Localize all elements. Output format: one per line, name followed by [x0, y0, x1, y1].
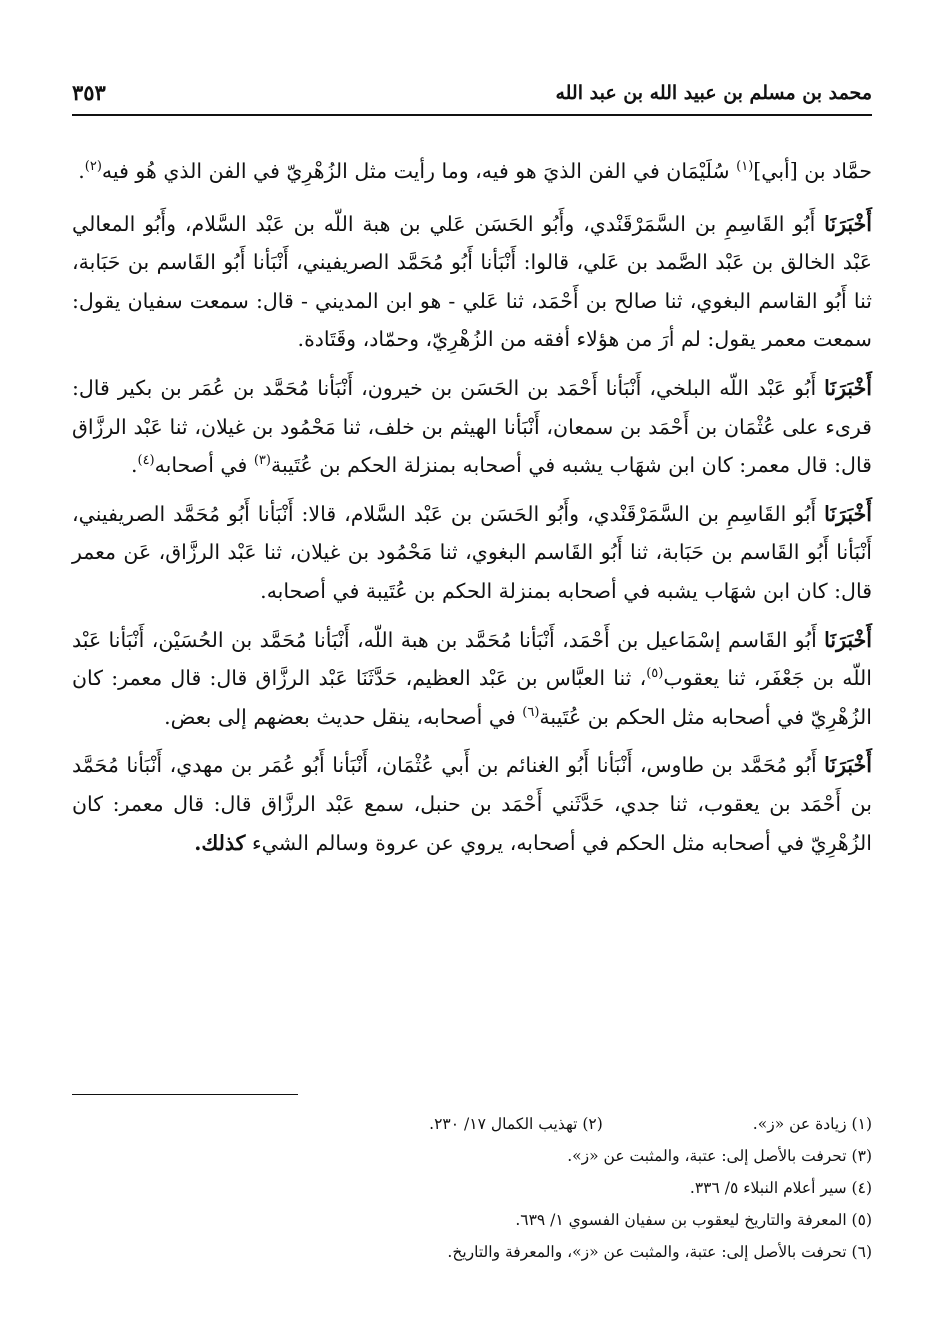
footnote-ref: (٤) — [137, 453, 155, 469]
text: في أصحابه — [154, 453, 254, 478]
paragraph-2 — [72, 205, 872, 359]
text: . — [130, 453, 138, 478]
paragraph-lead: أَخْبَرَنَا — [824, 753, 872, 778]
text-bold: كذلك. — [194, 830, 246, 855]
text: ، ثنا العبَّاس بن عَبْد العظيم، حَدَّثَنَا عَبْد الرزَّاق قال: قال معمر: كان الزُهْرِيّ في أصحابه مثل الحكم بن عُتَيبة — [72, 666, 872, 729]
footnote-6: (٦) تحرفت بالأصل إلى: عتبة، والمثبت عن «ز»، والمعرفة والتاريخ. — [447, 1243, 872, 1261]
paragraph-lead: أَخْبَرَنَا — [824, 211, 872, 236]
footnote-ref: (١) — [736, 159, 754, 175]
paragraph-lead: أَخْبَرَنَا — [824, 375, 872, 400]
footnote-3: (٣) تحرفت بالأصل إلى: عتبة، والمثبت عن «ز». — [567, 1147, 872, 1165]
text: . — [78, 159, 85, 183]
footnote-1: (١) زيادة عن «ز». — [752, 1115, 872, 1133]
running-title: محمد بن مسلم بن عبيد الله بن عبد الله — [555, 82, 872, 104]
footnote-ref: (٢) — [84, 159, 102, 175]
text: أَبُو عَبْد اللّه البلخي، أَنْبَأنا أَحْمَد بن الحَسَن بن خيرون، أَنْبَأنا مُحَمَّد بن عُمَر بن بكير قال: قرىء على عُثْمَان بن أَحْمَد بن سمعان، أَنْبَأنا الهيثم بن خلف، ثنا مَحْمُود بن غيلان، ثنا عَبْد الرزَّاق قال: قال معمر: كان ابن شهَاب يشبه في أصحابه بمنزلة الحكم بن عُتَيبة — [72, 375, 872, 478]
text: أَبُو مُحَمَّد بن طاوس، أَنْبَأنا أَبُو الغنائم بن أَبي عُثْمَان، أَنْبَأنا أَبُو عُمَر بن مهدي، أَنْبَأنا مُحَمَّد بن أَحْمَد بن يعقوب، ثنا جدي، حَدَّثَني أَحْمَد بن حنبل، سمع عَبْد الرزَّاق قال: قال معمر: كان الزُهْرِيّ في أصحابه مثل الحكم في أصحابه، يروي عن عروة وسالم الشيء — [72, 753, 872, 855]
page-number: ٣٥٣ — [72, 80, 106, 105]
book-page — [72, 78, 872, 1278]
footnote-ref: (٦) — [522, 704, 540, 720]
footnotes — [72, 1108, 872, 1268]
footnote-5: (٥) المعرفة والتاريخ ليعقوب بن سفيان الفسوي ١/ ٦٣٩. — [515, 1211, 872, 1229]
footnote-separator — [72, 1094, 298, 1095]
paragraph-5 — [72, 621, 872, 737]
footnote-ref: (٣) — [253, 453, 271, 469]
footnote-2: (٢) تهذيب الكمال ١٧/ ٢٣٠. — [429, 1115, 603, 1133]
paragraph-1 — [72, 152, 872, 191]
text: أَبُو القَاسِمِ بن السَّمَرْقَنْدي، وأَبُو الحَسَن عَلي بن هبة اللّه بن عَبْد السَّلام، وأَبُو المعالي عَبْد الخالق بن عَبْد الصَّمد بن عَلي، قالوا: أَنْبَأنا أَبُو مُحَمَّد الصريفيني، أَنْبَأنا أَبُو القَاسم بن حَبَابة، ثنا أَبُو القاسم البغوي، ثنا صالح بن أَحْمَد، ثنا عَلي - هو ابن المديني - قال: سمعت سفيان يقول: سمعت معمر يقول: لم أرَ من هؤلاء أفقه من الزُهْرِيّ، وحمّاد، وقَتَادة. — [72, 211, 872, 352]
footnote-4: (٤) سير أعلام النبلاء ٥/ ٣٣٦. — [689, 1179, 872, 1197]
paragraph-lead: أَخْبَرَنَا — [824, 501, 872, 526]
paragraph-4 — [72, 495, 872, 611]
text: سُلَيْمَان في الفن الذيَ هو فيه، وما رأيت مثل الزُهْرِيّ في الفن الذي هُو فيه — [101, 159, 737, 183]
page-header — [72, 78, 872, 116]
paragraph-lead: أَخْبَرَنَا — [824, 627, 872, 652]
paragraph-6 — [72, 746, 872, 862]
text: أَبُو القَاسِمِ بن السَّمَرْقَنْدي، وأَبُو الحَسَن بن عَبْد السَّلام، قالا: أَنْبَأنا أَبُو مُحَمَّد الصريفيني، أَنْبَأنا أَبُو القَاسم بن حَبَابة، ثنا أَبُو القَاسم البغوي، ثنا مَحْمُود بن غيلان، ثنا عَبْد الرزَّاق، عَن معمر قال: كان ابن شهَاب يشبه في أصحابه بمنزلة الحكم بن عُتَيبة في أصحابه. — [72, 501, 872, 603]
main-text — [72, 152, 872, 862]
text: حمَّاد بن [أبي] — [753, 159, 872, 183]
footnote-row — [72, 1108, 872, 1140]
footnote-ref: (٥) — [646, 666, 664, 682]
text: في أصحابه، ينقل حديث بعضهم إلى بعض. — [164, 704, 523, 729]
text: أَبُو القَاسم إسْمَاعيل بن أَحْمَد، أَنْبَأنا مُحَمَّد بن هبة اللّه، أَنْبَأنا مُحَمَّد بن الحُسَيْن، أَنْبَأنا عَبْد اللّه بن جَعْفَر، ثنا يعقوب — [72, 627, 872, 691]
paragraph-3 — [72, 369, 872, 485]
